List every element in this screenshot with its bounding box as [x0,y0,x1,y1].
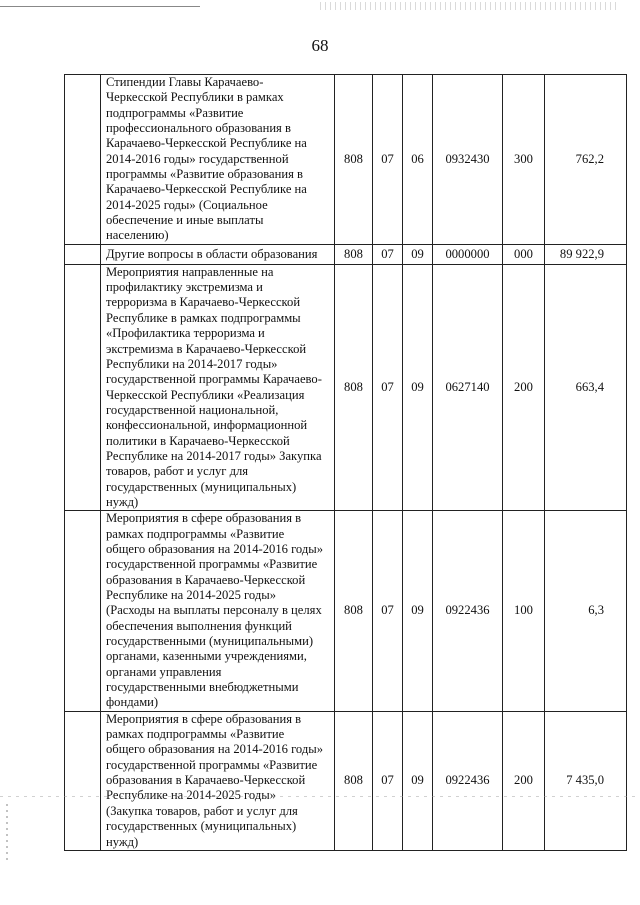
expense-name: Мероприятия направленные на профилактику экстремизма и терроризма в Карачаево-Черкесской Республике в рамках подпрограммы «Профилактика терроризма и экстремизма в Карачаево-Черкесской Республики на 2014-2017 годы» государственной программы Карачаево- Черкесской Республики «Реализация государственной национальной, конфессиональной, информационной политики в Карачаево-Черкесской Республике на 2014-2017 годы» Закупка товаров, работ и услуг для государственных (муниципальных) нужд) [106,264,322,509]
ministry-code: 808 [335,711,373,850]
table-row [65,711,627,850]
expense-type-code: 300 [503,75,545,245]
scan-artifact-top [0,0,640,12]
amount: 663,4 [545,264,627,511]
expense-name: Другие вопросы в области образования [106,246,318,261]
expense-name-cell [101,244,335,264]
amount: 89 922,9 [545,244,627,264]
section-code: 07 [373,511,403,711]
row-number-cell [65,711,101,850]
expense-type-code: 200 [503,711,545,850]
subsection-code: 09 [403,511,433,711]
expense-name-cell [101,264,335,511]
row-number-cell [65,511,101,711]
target-article-code: 0922436 [433,711,503,850]
section-code: 07 [373,75,403,245]
expense-name: Мероприятия в сфере образования в рамках подпрограммы «Развитие общего образования на 2014-2016 годы» государственной программы «Развитие образования в Карачаево-Черкесской Республике на 2014-2025 годы» (Расходы на выплаты персоналу в целях обеспечения выполнения функций государственными (муниципальными) органами, казенными учреждениями, органами управления государственными внебюджетными фондами) [106,511,324,710]
ministry-code: 808 [335,511,373,711]
row-number-cell [65,75,101,245]
scan-artifact-dashed-line [0,796,640,797]
target-article-code: 0932430 [433,75,503,245]
expense-name-cell [101,511,335,711]
expense-name: Стипендии Главы Карачаево- Черкесской Республики в рамках подпрограммы «Развитие профессионального образования в Карачаево-Черкесской Республике на 2014-2016 годы» государственной программы «Развитие образования в Карачаево-Черкесской Республике на 2014-2025 годы» (Социальное обеспечение и иные выплаты населению) [106,75,307,243]
expense-name: Мероприятия в сфере образования в рамках подпрограммы «Развитие общего образования на 2014-2016 годы» государственной программы «Развитие образования в Карачаево-Черкесской Республике на 2014-2025 годы» (Закупка товаров, работ и услуг для государственных (муниципальных) нужд) [106,711,324,849]
section-code: 07 [373,711,403,850]
section-code: 07 [373,264,403,511]
page-number: 68 [311,36,329,55]
scan-line [0,6,200,7]
expense-type-code: 100 [503,511,545,711]
expense-type-code: 200 [503,264,545,511]
table-row [65,511,627,711]
target-article-code: 0922436 [433,511,503,711]
amount: 6,3 [545,511,627,711]
ministry-code: 808 [335,75,373,245]
table-row [65,244,627,264]
amount: 762,2 [545,75,627,245]
table-row [65,264,627,511]
expense-name-cell [101,75,335,245]
target-article-code: 0627140 [433,264,503,511]
ministry-code: 808 [335,264,373,511]
expense-name-cell [101,711,335,850]
subsection-code: 09 [403,264,433,511]
budget-table [64,74,627,851]
expense-type-code: 000 [503,244,545,264]
target-article-code: 0000000 [433,244,503,264]
scan-noise [320,2,620,10]
amount: 7 435,0 [545,711,627,850]
subsection-code: 09 [403,244,433,264]
scan-artifact-left [6,804,8,864]
subsection-code: 09 [403,711,433,850]
section-code: 07 [373,244,403,264]
ministry-code: 808 [335,244,373,264]
row-number-cell [65,264,101,511]
subsection-code: 06 [403,75,433,245]
table-row [65,75,627,245]
row-number-cell [65,244,101,264]
